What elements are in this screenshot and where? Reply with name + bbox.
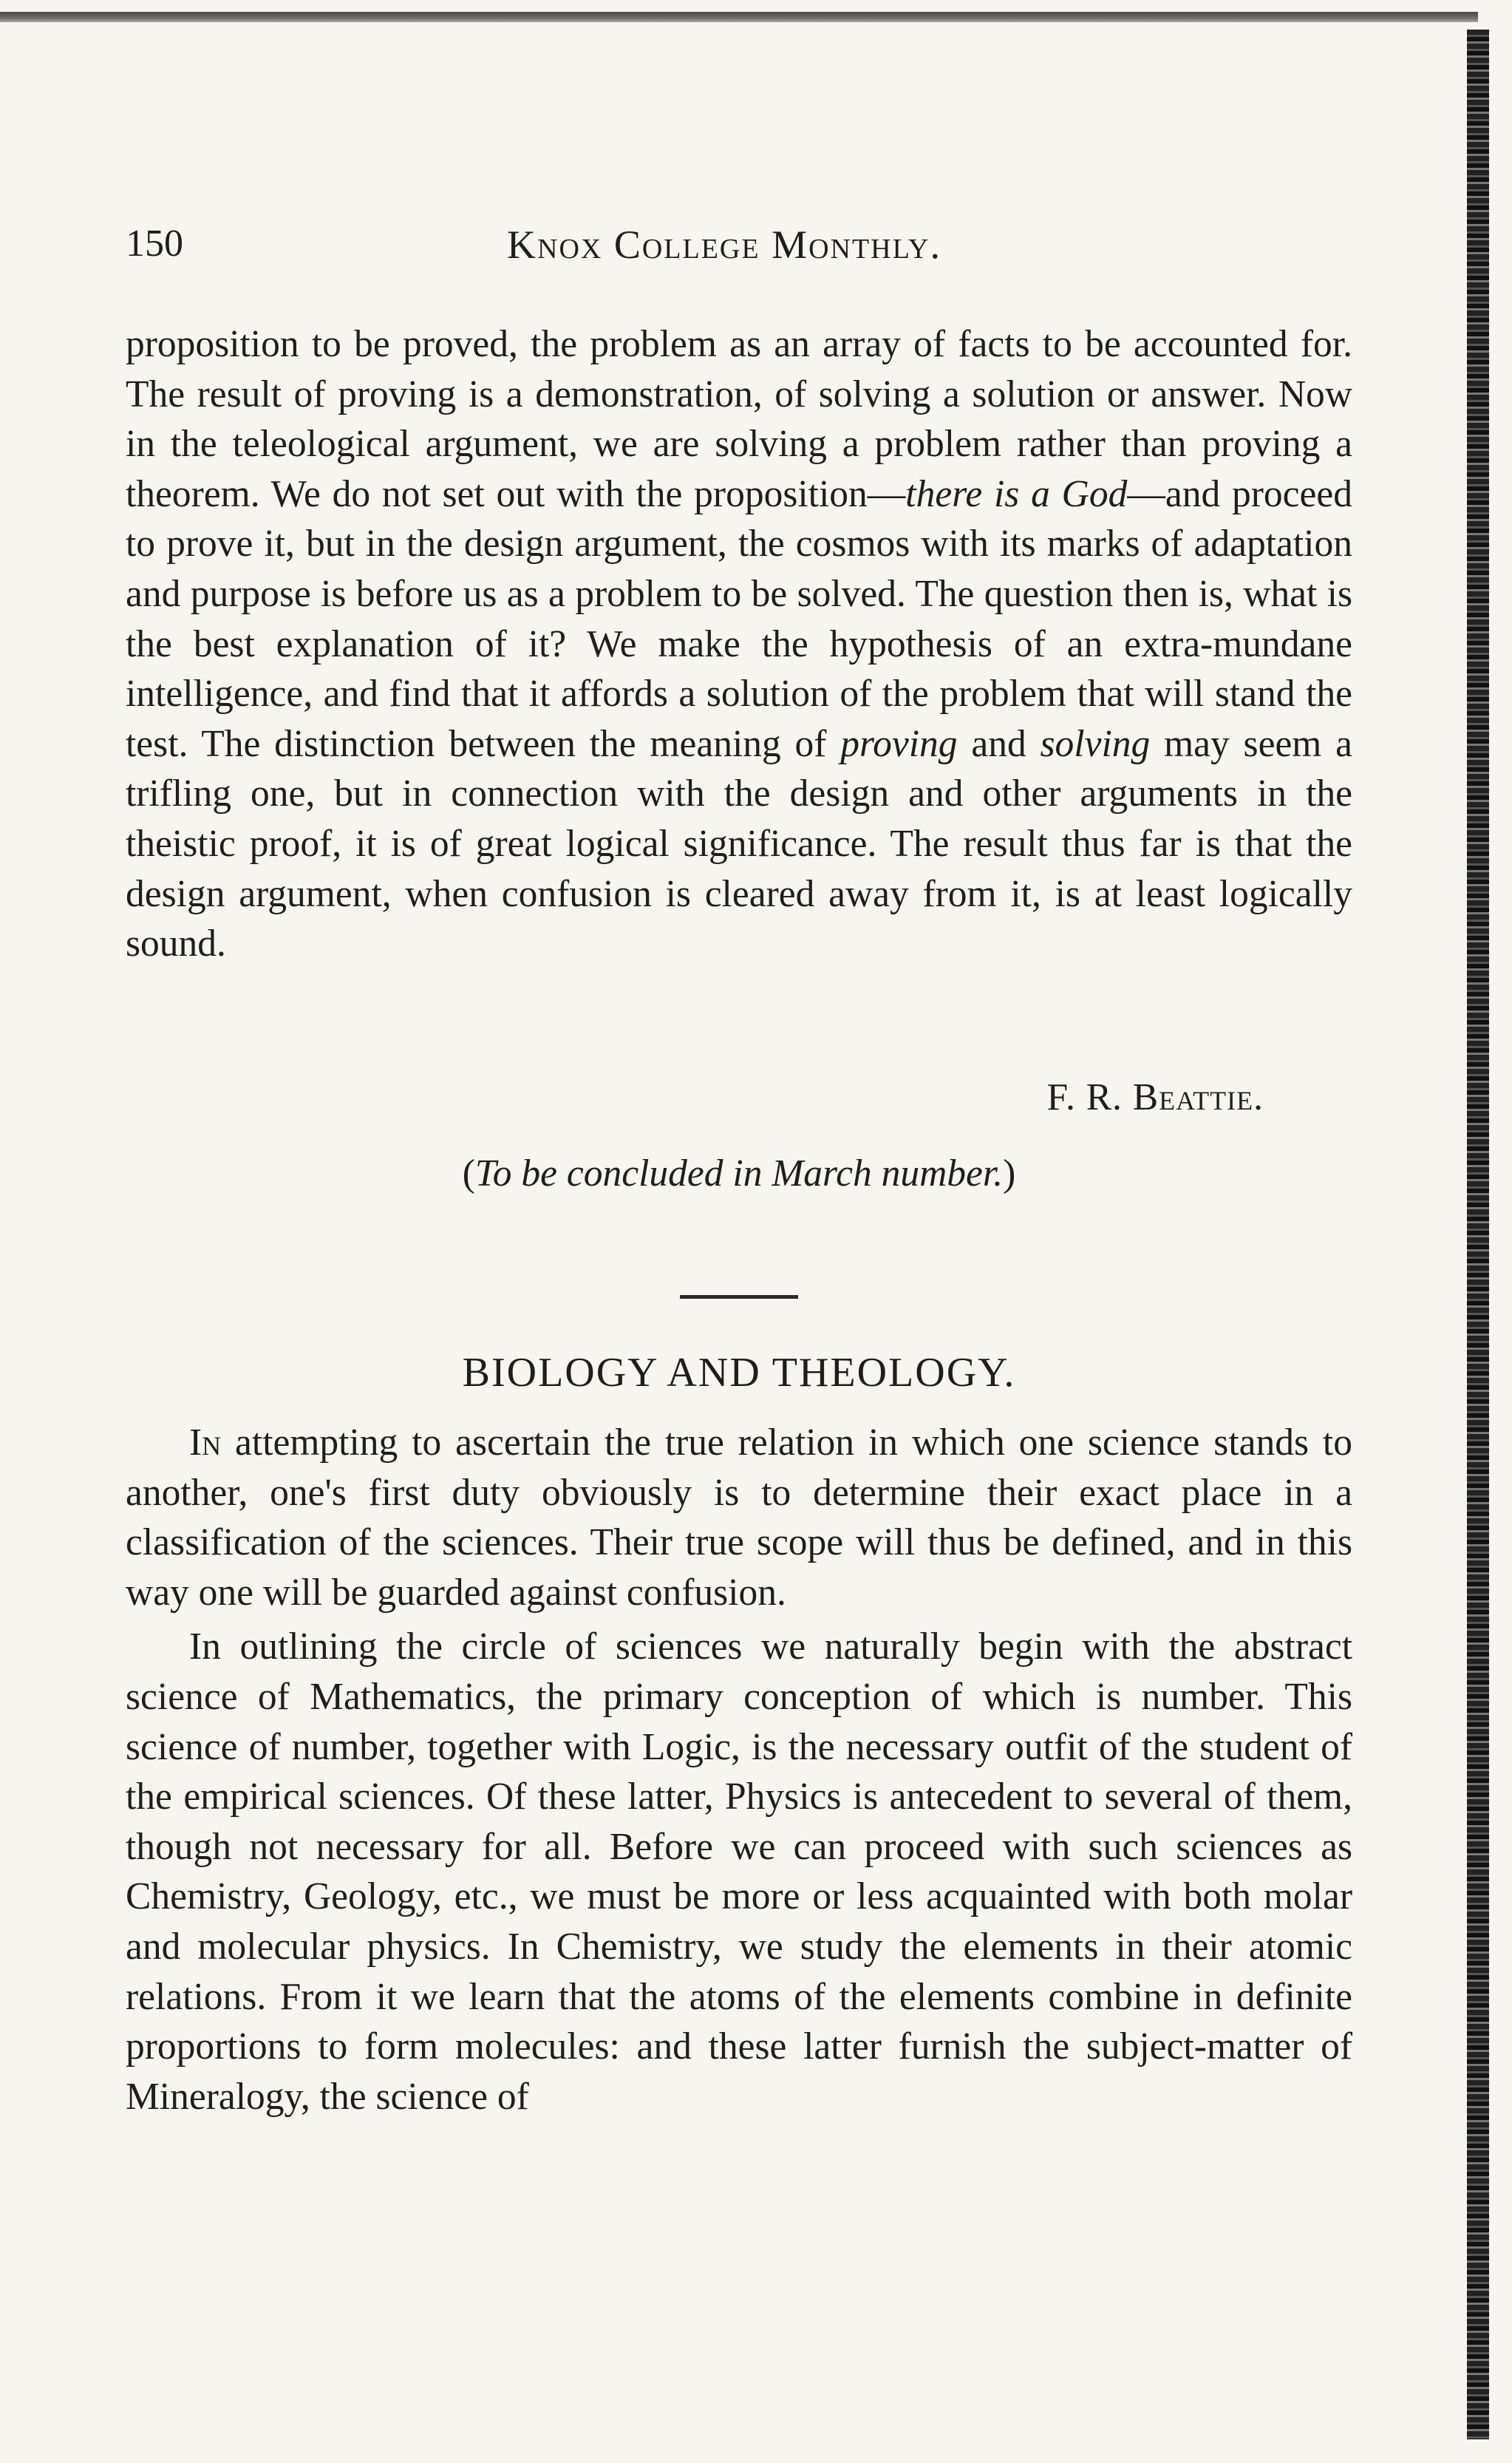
- page-edge-shadow: [1467, 30, 1489, 2439]
- italic-phrase: there is a God: [905, 472, 1128, 515]
- paragraph: proposition to be proved, the problem as an array of facts to be accounted for. The result of proving is a demonstration, of solving a solution or answer. Now in the teleological argument, we are solving a problem rather than proving a theorem. We do not set out with the proposition—there is a God—and proceed to prove it, but in the design argument, the cosmos with its marks of adaptation and purpose is before us as a problem to be solved. The question then is, what is the best explanation of it? We make the hypothesis of an extra-mundane intelligence, and find that it affords a solution of the problem that will stand the test. The distinction between the meaning of proving and solving may seem a trifling one, but in connection with the design and other arguments in the theistic proof, it is of great logical significance. The result thus far is that the design argument, when confusion is cleared away from it, is at least logically sound.: [126, 323, 1353, 965]
- page-number: 150: [126, 222, 183, 265]
- page-header: [126, 222, 1323, 281]
- author-signature: F. R. Beattie.: [1046, 1076, 1264, 1118]
- article-continuation-text: [126, 319, 1352, 969]
- lead-word: In: [189, 1421, 222, 1464]
- section-title: BIOLOGY AND THEOLOGY.: [462, 1350, 1016, 1396]
- continuation-note: (To be concluded in March number.): [462, 1152, 1016, 1195]
- paragraph: In outlining the circle of sciences we naturally begin with the abstract science of Mathematics, the primary conception of which is number. This science of number, together with Logic, is the necessary outfit of the student of the empirical sciences. Of these latter, Physics is antecedent to several of them, though not necessary for all. Before we can proceed with such sciences as Chemistry, Geology, etc., we must be more or less acquainted with both molar and molecular physics. In Chemistry, we study the elements in their atomic relations. From it we learn that the atoms of the elements combine in definite proportions to form molecules: and these latter furnish the subject-matter of Mineralogy, the science of: [126, 1625, 1352, 2118]
- top-scan-rule: [0, 12, 1478, 22]
- article-body-text: [126, 1418, 1352, 2121]
- italic-word: proving: [840, 722, 958, 765]
- running-head: Knox College Monthly.: [507, 222, 941, 267]
- italic-word: solving: [1040, 722, 1151, 765]
- section-divider: [680, 1295, 798, 1299]
- paragraph: In attempting to ascertain the true relation in which one science stands to another, one's first duty obviously is to determine their exact place in a classification of the sciences. Their true scope will thus be defined, and in this way one will be guarded against confusion.: [126, 1421, 1352, 1614]
